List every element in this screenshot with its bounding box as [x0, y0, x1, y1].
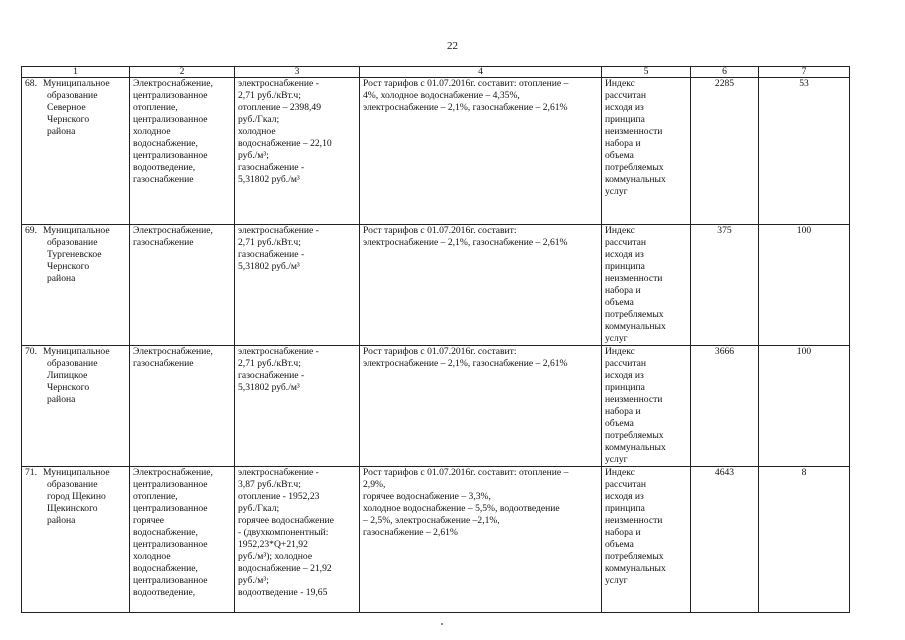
entity-line: Щекинского [47, 503, 98, 514]
entity-text: Муниципальное [43, 78, 110, 89]
tariffs-cell-line: газоснабжение - [238, 249, 305, 260]
tariffs-cell-line: водоснабжение – 21,92 [238, 563, 332, 574]
tariffs-cell-line: руб./м³; [238, 150, 269, 161]
tariffs-cell-line: газоснабжение - [238, 162, 305, 173]
services-cell-line: централизованное [133, 479, 208, 490]
tariffs-cell-line: 2,71 руб./кВт.ч; [238, 90, 301, 101]
table-row [22, 467, 850, 613]
entity-text: Муниципальное [43, 346, 110, 357]
index-note-cell-line: услуг [605, 454, 628, 465]
index-note-cell-line: услуг [605, 575, 628, 586]
services-cell-line: централизованное [133, 539, 208, 550]
index-note-cell-line: Индекс [605, 78, 635, 89]
entity-line: образование [47, 358, 98, 369]
tariffs-cell-line: водоотведение - 19,65 [238, 587, 328, 598]
services-cell-line: отопление, [133, 102, 178, 113]
index-note-cell-line: объема [605, 418, 634, 429]
services-cell-line: Электроснабжение, [133, 225, 213, 236]
entity-cell [22, 78, 130, 225]
entity-line: Чернского [47, 261, 90, 272]
growth-cell [360, 78, 602, 225]
index-note-cell-line: принципа [605, 382, 645, 393]
growth-cell-line: Рост тарифов с 01.07.2016г. составит: отопление – [363, 78, 569, 89]
index-note-cell-line: услуг [605, 186, 628, 197]
tariffs-cell-line: электроснабжение - [238, 346, 319, 357]
tariffs-cell-line: отопление - 1952,23 [238, 491, 320, 502]
index-note-cell-line: Индекс [605, 467, 635, 478]
tariffs-cell-line: электроснабжение - [238, 467, 319, 478]
index-note-cell-line: неизменности [605, 515, 663, 526]
header-col-7: 7 [759, 67, 850, 78]
index-note-cell-line: набора и [605, 406, 641, 417]
entity-line [25, 225, 126, 237]
entity-line: района [47, 515, 76, 526]
services-cell-line: водоотведение, [133, 162, 196, 173]
tariffs-cell-line: - (двухкомпонентный: [238, 527, 329, 538]
services-cell [130, 346, 235, 467]
index-note-cell-line: рассчитан [605, 237, 647, 248]
tariffs-cell-line: водоснабжение – 22,10 [238, 138, 332, 149]
growth-cell-line: 2,9%, [363, 479, 386, 490]
table-row [22, 225, 850, 346]
growth-cell-line: электроснабжение – 2,1%, газоснабжение – 2,61% [363, 237, 568, 248]
col6-value: 2285 [691, 78, 759, 225]
index-note-cell-line: набора и [605, 138, 641, 149]
services-cell-line: централизованное [133, 150, 208, 161]
services-cell-line: водоснабжение, [133, 563, 198, 574]
index-note-cell-line: рассчитан [605, 479, 647, 490]
tariffs-cell-line: электроснабжение - [238, 78, 319, 89]
growth-cell-line: Рост тарифов с 01.07.2016г. составит: [363, 225, 517, 236]
tariffs-cell [235, 225, 360, 346]
tariffs-cell-line: руб./м³; [238, 575, 269, 586]
tariffs-cell-line: горячее водоснабжение [238, 515, 334, 526]
tariffs-cell-line: 3,87 руб./кВт.ч; [238, 479, 301, 490]
growth-cell [360, 225, 602, 346]
tariffs-cell-line: руб./Гкал; [238, 114, 280, 125]
growth-cell-line: Рост тарифов с 01.07.2016г. составит: [363, 346, 517, 357]
growth-cell-line: электроснабжение – 2,1%, газоснабжение – 2,61% [363, 102, 568, 113]
index-note-cell-line: Индекс [605, 225, 635, 236]
table-row [22, 78, 850, 225]
index-note-cell-line: принципа [605, 261, 645, 272]
services-cell-line: холодное [133, 126, 171, 137]
services-cell [130, 225, 235, 346]
index-note-cell-line: рассчитан [605, 90, 647, 101]
index-note-cell-line: потребляемых [605, 430, 664, 441]
entity-cell [22, 346, 130, 467]
index-note-cell-line: объема [605, 539, 634, 550]
scan-dot [441, 623, 443, 625]
index-note-cell-line: коммунальных [605, 321, 666, 332]
index-note-cell-line: коммунальных [605, 174, 666, 185]
entity-line [25, 78, 126, 90]
tariff-table [21, 66, 850, 613]
col7-value: 8 [759, 467, 850, 613]
index-note-cell-line: объема [605, 150, 634, 161]
growth-cell-line: 4%, холодное водоснабжение – 4,35%, [363, 90, 520, 101]
index-note-cell [602, 346, 691, 467]
index-note-cell-line: принципа [605, 114, 645, 125]
entity-line: района [47, 273, 76, 284]
index-note-cell-line: исходя из [605, 370, 644, 381]
index-note-cell-line: неизменности [605, 273, 663, 284]
entity-line: района [47, 394, 76, 405]
tariffs-cell-line: холодное [238, 126, 276, 137]
services-cell-line: холодное [133, 551, 171, 562]
index-note-cell-line: неизменности [605, 126, 663, 137]
entity-cell [22, 225, 130, 346]
col7-value: 100 [759, 346, 850, 467]
entity-line: Тургеневское [47, 249, 102, 260]
row-number: 68. [25, 78, 37, 89]
tariffs-cell-line: 1952,23*Q+21,92 [238, 539, 308, 550]
tariffs-cell [235, 467, 360, 613]
services-cell-line: отопление, [133, 491, 178, 502]
row-number: 71. [25, 467, 37, 478]
index-note-cell [602, 225, 691, 346]
header-col-3: 3 [235, 67, 360, 78]
index-note-cell-line: потребляемых [605, 162, 664, 173]
entity-line [25, 467, 126, 479]
tariffs-cell-line: 2,71 руб./кВт.ч; [238, 358, 301, 369]
growth-cell-line: – 2,5%, электроснабжение –2,1%, [363, 515, 500, 526]
entity-line: город Щекино [47, 491, 106, 502]
index-note-cell-line: потребляемых [605, 309, 664, 320]
index-note-cell-line: набора и [605, 285, 641, 296]
row-number: 70. [25, 346, 37, 357]
index-note-cell-line: услуг [605, 333, 628, 344]
tariffs-cell [235, 78, 360, 225]
entity-text: Муниципальное [43, 225, 110, 236]
entity-line: Чернского [47, 382, 90, 393]
services-cell-line: централизованное [133, 503, 208, 514]
services-cell-line: газоснабжение [133, 237, 194, 248]
services-cell-line: водоотведение, [133, 587, 196, 598]
services-cell-line: централизованное [133, 575, 208, 586]
entity-text: Муниципальное [43, 467, 110, 478]
entity-line [25, 346, 126, 358]
index-note-cell-line: неизменности [605, 394, 663, 405]
index-note-cell [602, 467, 691, 613]
table-row [22, 346, 850, 467]
entity-line: Северное [47, 102, 86, 113]
services-cell-line: Электроснабжение, [133, 78, 213, 89]
tariffs-cell-line: 5,31802 руб./м³ [238, 382, 300, 393]
index-note-cell-line: потребляемых [605, 551, 664, 562]
growth-cell-line: горячее водоснабжение – 3,3%, [363, 491, 491, 502]
index-note-cell-line: принципа [605, 503, 645, 514]
header-col-6: 6 [691, 67, 759, 78]
growth-cell [360, 346, 602, 467]
tariffs-cell-line: 5,31802 руб./м³ [238, 174, 300, 185]
index-note-cell-line: исходя из [605, 491, 644, 502]
col6-value: 375 [691, 225, 759, 346]
services-cell-line: газоснабжение [133, 358, 194, 369]
header-col-4: 4 [360, 67, 602, 78]
col6-value: 3666 [691, 346, 759, 467]
tariffs-cell [235, 346, 360, 467]
services-cell-line: Электроснабжение, [133, 467, 213, 478]
services-cell [130, 467, 235, 613]
growth-cell-line: холодное водоснабжение – 5,5%, водоотведение [363, 503, 560, 514]
col7-value: 100 [759, 225, 850, 346]
header-col-5: 5 [602, 67, 691, 78]
header-col-2: 2 [130, 67, 235, 78]
growth-cell-line: Рост тарифов с 01.07.2016г. составит: отопление – [363, 467, 569, 478]
services-cell [130, 78, 235, 225]
header-row [22, 67, 850, 78]
header-col-1: 1 [22, 67, 130, 78]
index-note-cell [602, 78, 691, 225]
index-note-cell-line: объема [605, 297, 634, 308]
entity-line: Липицкое [47, 370, 88, 381]
index-note-cell-line: исходя из [605, 249, 644, 260]
tariffs-cell-line: газоснабжение - [238, 370, 305, 381]
col7-value: 53 [759, 78, 850, 225]
services-cell-line: централизованное [133, 114, 208, 125]
index-note-cell-line: исходя из [605, 102, 644, 113]
tariffs-cell-line: руб./м³); холодное [238, 551, 313, 562]
entity-line: образование [47, 479, 98, 490]
growth-cell-line: газоснабжение – 2,61% [363, 527, 458, 538]
services-cell-line: централизованное [133, 90, 208, 101]
index-note-cell-line: Индекс [605, 346, 635, 357]
services-cell-line: водоснабжение, [133, 527, 198, 538]
entity-line: образование [47, 237, 98, 248]
index-note-cell-line: коммунальных [605, 442, 666, 453]
tariffs-cell-line: руб./Гкал; [238, 503, 280, 514]
services-cell-line: горячее [133, 515, 165, 526]
tariffs-cell-line: 2,71 руб./кВт.ч; [238, 237, 301, 248]
index-note-cell-line: набора и [605, 527, 641, 538]
tariffs-cell-line: электроснабжение - [238, 225, 319, 236]
entity-line: района [47, 126, 76, 137]
index-note-cell-line: рассчитан [605, 358, 647, 369]
entity-line: Чернского [47, 114, 90, 125]
growth-cell-line: электроснабжение – 2,1%, газоснабжение – 2,61% [363, 358, 568, 369]
tariffs-cell-line: отопление – 2398,49 [238, 102, 322, 113]
services-cell-line: водоснабжение, [133, 138, 198, 149]
entity-cell [22, 467, 130, 613]
services-cell-line: Электроснабжение, [133, 346, 213, 357]
tariffs-cell-line: 5,31802 руб./м³ [238, 261, 300, 272]
growth-cell [360, 467, 602, 613]
entity-line: образование [47, 90, 98, 101]
index-note-cell-line: коммунальных [605, 563, 666, 574]
row-number: 69. [25, 225, 37, 236]
page-number: 22 [447, 40, 458, 52]
services-cell-line: газоснабжение [133, 174, 194, 185]
col6-value: 4643 [691, 467, 759, 613]
